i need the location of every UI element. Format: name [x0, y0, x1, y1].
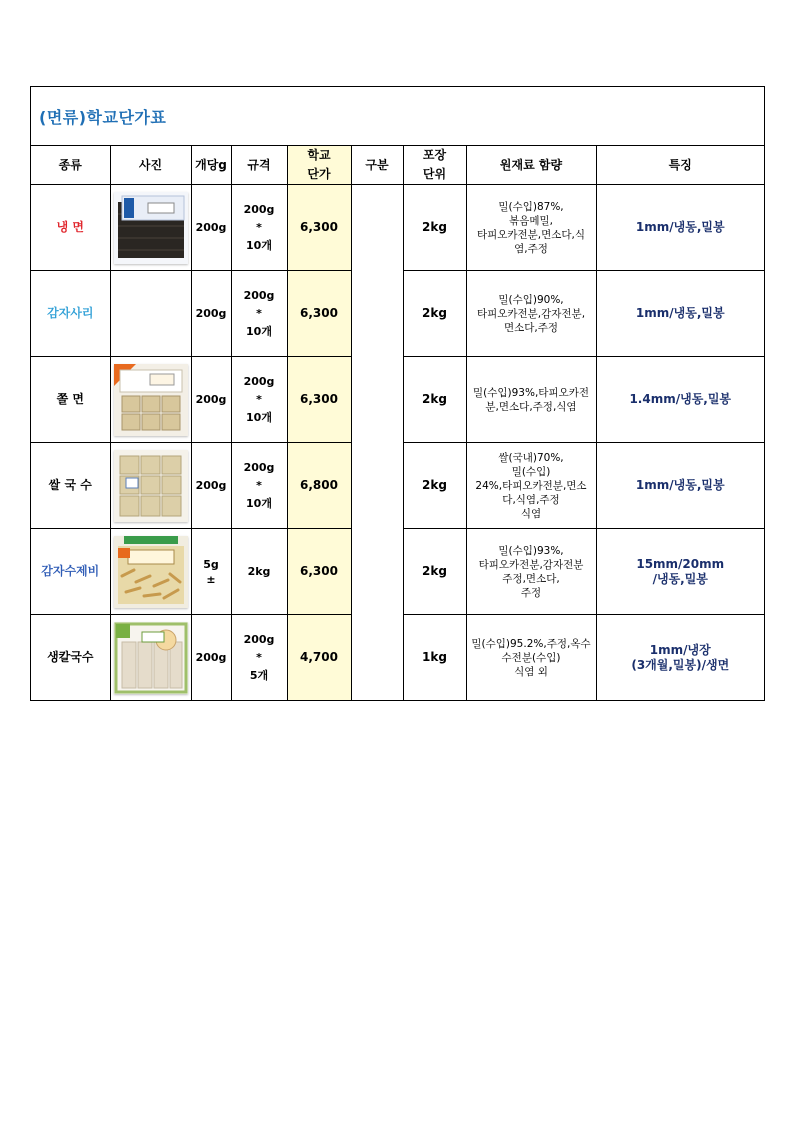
- school-price: 6,300: [287, 271, 351, 357]
- ingredients-line: 밀(수입): [511, 465, 551, 478]
- division: [351, 357, 403, 443]
- feature-line: (3개월,밀봉)/생면: [631, 657, 730, 672]
- header-pack-line1: 포장: [422, 148, 447, 162]
- ingredients-line: 주정,면소다,: [502, 572, 560, 585]
- pack-unit: 2kg: [403, 529, 466, 615]
- school-price: 6,300: [287, 357, 351, 443]
- unit-weight: [191, 357, 231, 443]
- spec-line: 200g: [243, 375, 275, 388]
- school-price: 6,300: [287, 185, 351, 271]
- header-pack-line2: 단위: [422, 167, 447, 181]
- feature-line: /냉동,밀봉: [652, 571, 708, 586]
- price-sheet: [30, 86, 765, 701]
- feature: [596, 185, 764, 271]
- ingredients-line: 타피오카전분,감자전분: [478, 558, 584, 571]
- spec-line: 200g: [243, 289, 275, 302]
- pack-unit: 2kg: [403, 185, 466, 271]
- unit-weight: [191, 529, 231, 615]
- spec-line: *: [256, 393, 262, 406]
- ingredients-line: 밀(수입)90%,: [498, 293, 564, 306]
- feature: [596, 529, 764, 615]
- product-name: 생칼국수: [31, 615, 110, 701]
- school-price: 6,300: [287, 529, 351, 615]
- potato-sujebi-package-image: [114, 536, 188, 608]
- table-row: [31, 185, 764, 271]
- header-spec: 규격: [231, 146, 287, 185]
- spec: [231, 185, 287, 271]
- naengmyeon-package-image: [114, 192, 188, 264]
- product-name: 냉 면: [31, 185, 110, 271]
- header-price-line1: 학교: [307, 148, 331, 162]
- unit-weight: [191, 185, 231, 271]
- ingredients: [466, 185, 596, 271]
- pack-unit: 1kg: [403, 615, 466, 701]
- spec: [231, 443, 287, 529]
- spec-line: 10개: [246, 411, 272, 424]
- product-name: 감자사리: [31, 271, 110, 357]
- ingredients-line: 밀(수입)95.2%,주정,옥수: [471, 637, 591, 650]
- ingredients-line: 볶음메밀,: [509, 214, 553, 227]
- kalguksu-package-image: [114, 622, 188, 694]
- pack-unit: 2kg: [403, 357, 466, 443]
- ingredients-line: 식염: [520, 507, 542, 520]
- unit-weight-line: 200g: [195, 393, 227, 406]
- spec-line: *: [256, 651, 262, 664]
- header-photo: 사진: [110, 146, 191, 185]
- ingredients-line: 타피오카전분,면소다,식: [476, 228, 586, 241]
- spec-line: 200g: [243, 461, 275, 474]
- ingredients: [466, 357, 596, 443]
- header-price-line2: 단가: [307, 167, 331, 181]
- product-photo-cell: [110, 271, 191, 357]
- spec-line: 200g: [243, 203, 275, 216]
- product-photo-cell: [110, 529, 191, 615]
- table-row: [31, 271, 764, 357]
- ingredients-line: 쌀(국내)70%,: [498, 451, 564, 464]
- unit-weight-line: 200g: [195, 307, 227, 320]
- spec-line: 5개: [249, 669, 269, 682]
- spec-line: *: [256, 221, 262, 234]
- ingredients-line: 24%,타피오카전분,면소: [475, 479, 587, 492]
- unit-weight-line: ±: [206, 572, 216, 586]
- header-feature: 특징: [596, 146, 764, 185]
- unit-weight: [191, 271, 231, 357]
- spec-line: 200g: [243, 633, 275, 646]
- ingredients-line: 분,면소다,주정,식염: [485, 400, 577, 413]
- page-title: (면류)학교단가표: [39, 107, 167, 127]
- feature-line: 1mm/냉동,밀봉: [635, 220, 725, 234]
- ingredients-line: 염,주정: [514, 242, 548, 255]
- table-row: [31, 615, 764, 701]
- header-unit-weight: 개당g: [191, 146, 231, 185]
- spec-line: 2kg: [247, 565, 271, 578]
- header-pack-unit: [403, 146, 466, 185]
- ingredients-line: 밀(수입)87%,: [498, 200, 564, 213]
- division: [351, 185, 403, 271]
- product-photo-cell: [110, 615, 191, 701]
- ingredients: [466, 271, 596, 357]
- table-header-row: [31, 146, 764, 185]
- header-division: 구분: [351, 146, 403, 185]
- spec-line: 10개: [246, 239, 272, 252]
- product-name: 쫄 면: [31, 357, 110, 443]
- product-photo-cell: [110, 443, 191, 529]
- price-table: [31, 146, 764, 700]
- spec-line: *: [256, 307, 262, 320]
- spec: [231, 615, 287, 701]
- ingredients-line: 면소다,주정: [503, 321, 559, 334]
- product-name: 감자수제비: [31, 529, 110, 615]
- header-kind: 종류: [31, 146, 110, 185]
- spec-line: *: [256, 479, 262, 492]
- feature-line: 1mm/냉동,밀봉: [635, 306, 725, 320]
- rice-noodle-package-image: [114, 450, 188, 522]
- unit-weight-line: 5g: [203, 557, 219, 571]
- product-name: 쌀 국 수: [31, 443, 110, 529]
- school-price: 4,700: [287, 615, 351, 701]
- unit-weight: [191, 615, 231, 701]
- unit-weight-line: 200g: [195, 479, 227, 492]
- feature: [596, 443, 764, 529]
- product-photo-cell: [110, 185, 191, 271]
- table-row: [31, 529, 764, 615]
- division: [351, 443, 403, 529]
- ingredients-line: 식염 외: [514, 665, 548, 678]
- ingredients-line: 주정: [520, 586, 542, 599]
- unit-weight: [191, 443, 231, 529]
- division: [351, 529, 403, 615]
- division: [351, 615, 403, 701]
- ingredients: [466, 443, 596, 529]
- pack-unit: 2kg: [403, 271, 466, 357]
- unit-weight-line: 200g: [195, 651, 227, 664]
- feature-line: 1mm/냉동,밀봉: [635, 478, 725, 492]
- table-row: [31, 443, 764, 529]
- ingredients-line: 밀(수입)93%,: [498, 544, 564, 557]
- header-school-price: [287, 146, 351, 185]
- ingredients-line: 수전분(수입): [501, 651, 561, 664]
- product-photo-cell: [110, 357, 191, 443]
- table-row: [31, 357, 764, 443]
- division: [351, 271, 403, 357]
- ingredients-line: 타피오카전분,감자전분,: [476, 307, 586, 320]
- unit-weight-line: 200g: [195, 221, 227, 234]
- spec: [231, 271, 287, 357]
- title-row: [31, 87, 764, 146]
- ingredients: [466, 615, 596, 701]
- ingredients-line: 다,식염,주정: [502, 493, 560, 506]
- feature: [596, 615, 764, 701]
- spec: [231, 529, 287, 615]
- pack-unit: 2kg: [403, 443, 466, 529]
- feature: [596, 357, 764, 443]
- spec-line: 10개: [246, 497, 272, 510]
- feature-line: 15mm/20mm: [636, 556, 725, 571]
- header-ingredients: 원재료 함량: [466, 146, 596, 185]
- school-price: 6,800: [287, 443, 351, 529]
- feature-line: 1.4mm/냉동,밀봉: [629, 392, 732, 406]
- ingredients: [466, 529, 596, 615]
- ingredients-line: 밀(수입)93%,타피오카전: [472, 386, 589, 399]
- feature: [596, 271, 764, 357]
- table-body: [31, 185, 764, 701]
- spec-line: 10개: [246, 325, 272, 338]
- jjolmyeon-package-image: [114, 364, 188, 436]
- feature-line: 1mm/냉장: [649, 642, 711, 657]
- spec: [231, 357, 287, 443]
